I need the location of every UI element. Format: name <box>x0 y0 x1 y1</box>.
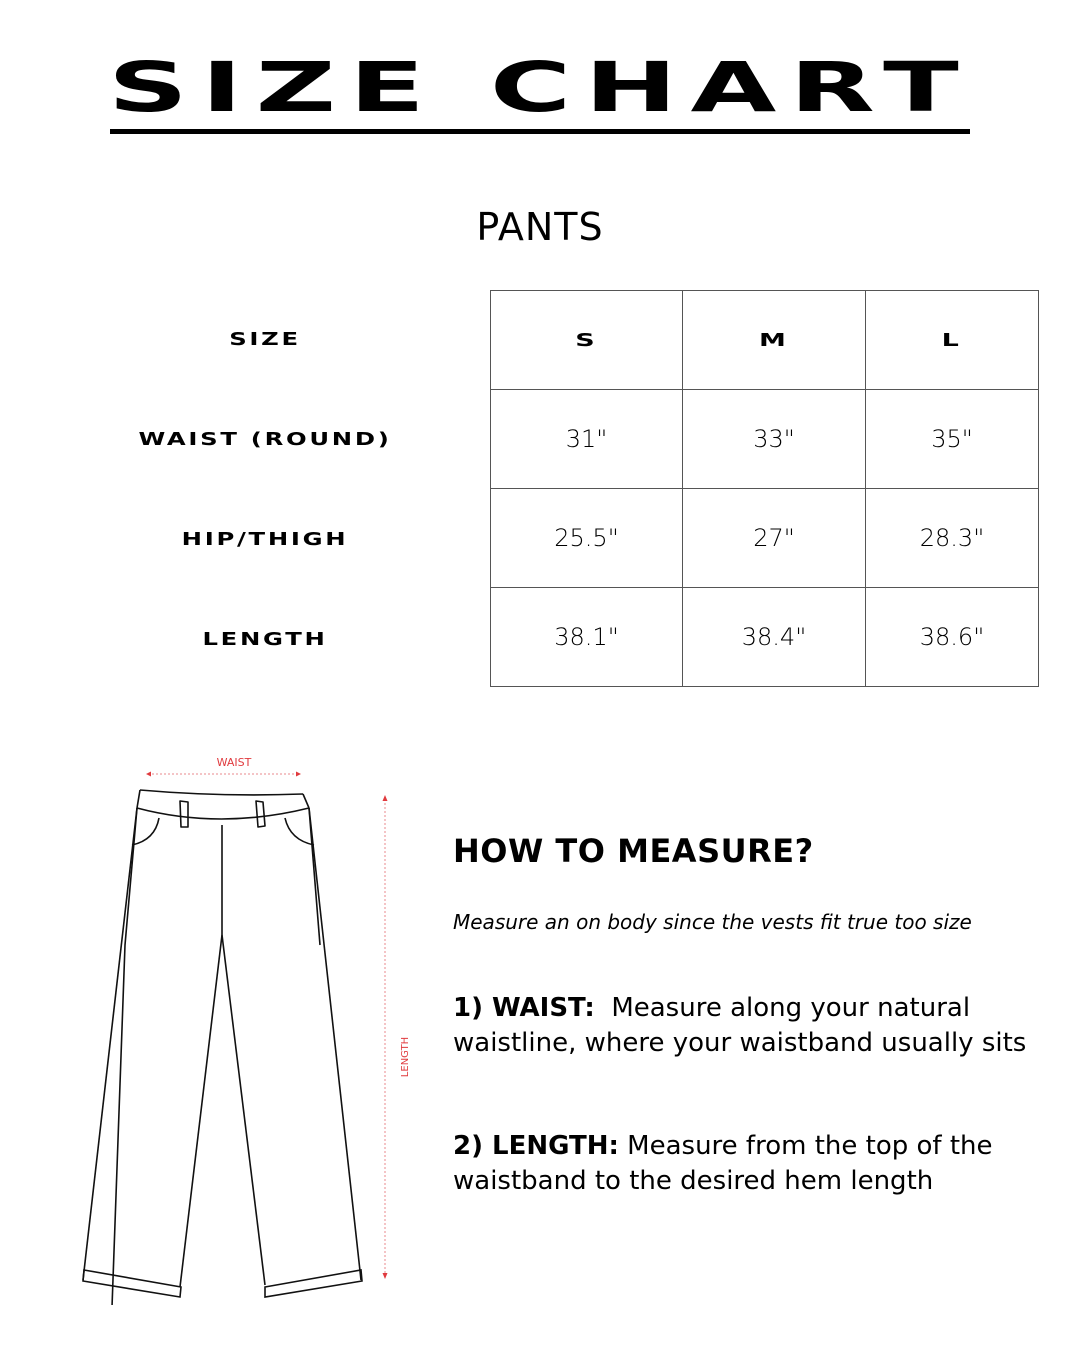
table-row <box>491 489 1039 588</box>
how-to-measure-heading: HOW TO MEASURE? <box>453 832 814 870</box>
table-cell: 38.4" <box>683 588 866 687</box>
table-cell: 25.5" <box>491 489 683 588</box>
title-underline <box>110 129 970 134</box>
product-category-heading: PANTS <box>476 205 604 249</box>
table-cell: 27" <box>683 489 866 588</box>
row-label-hip-thigh: HIP/THIGH <box>181 529 349 550</box>
instruction-waist-label: 1) WAIST: <box>453 993 595 1023</box>
size-header-s: S <box>491 291 683 390</box>
row-label-waist: WAIST (ROUND) <box>138 429 392 450</box>
length-measure-label: LENGTH <box>400 1036 411 1078</box>
table-row <box>491 588 1039 687</box>
size-header-l: L <box>866 291 1039 390</box>
table-cell: 28.3" <box>866 489 1039 588</box>
waist-measure-label: WAIST <box>216 756 252 769</box>
instruction-length-text: Measure from the top of the waistband to the desired hem length <box>453 1131 993 1196</box>
pants-diagram <box>70 745 430 1305</box>
table-cell: 31" <box>491 390 683 489</box>
row-label-size: SIZE <box>229 329 301 350</box>
instruction-waist <box>453 991 1053 1061</box>
pants-outline-icon <box>83 790 320 1305</box>
table-row <box>491 390 1039 489</box>
table-cell: 38.6" <box>866 588 1039 687</box>
instruction-waist-text: Measure along your natural waistline, where your waistband usually sits <box>453 993 1027 1058</box>
how-to-measure-note: Measure an on body since the vests fit true too size <box>453 910 972 934</box>
page-title: SIZE CHART <box>108 46 972 128</box>
table-cell: 35" <box>866 390 1039 489</box>
instruction-length <box>453 1129 1053 1199</box>
table-header-row <box>491 291 1039 390</box>
length-arrow-icon <box>383 795 388 1279</box>
row-label-length: LENGTH <box>202 629 328 650</box>
waist-arrow-icon <box>146 772 301 777</box>
table-cell: 33" <box>683 390 866 489</box>
table-cell: 38.1" <box>491 588 683 687</box>
size-table <box>490 290 1039 687</box>
pants-legs <box>83 808 362 1297</box>
instruction-length-label: 2) LENGTH: <box>453 1131 619 1161</box>
size-header-m: M <box>683 291 866 390</box>
